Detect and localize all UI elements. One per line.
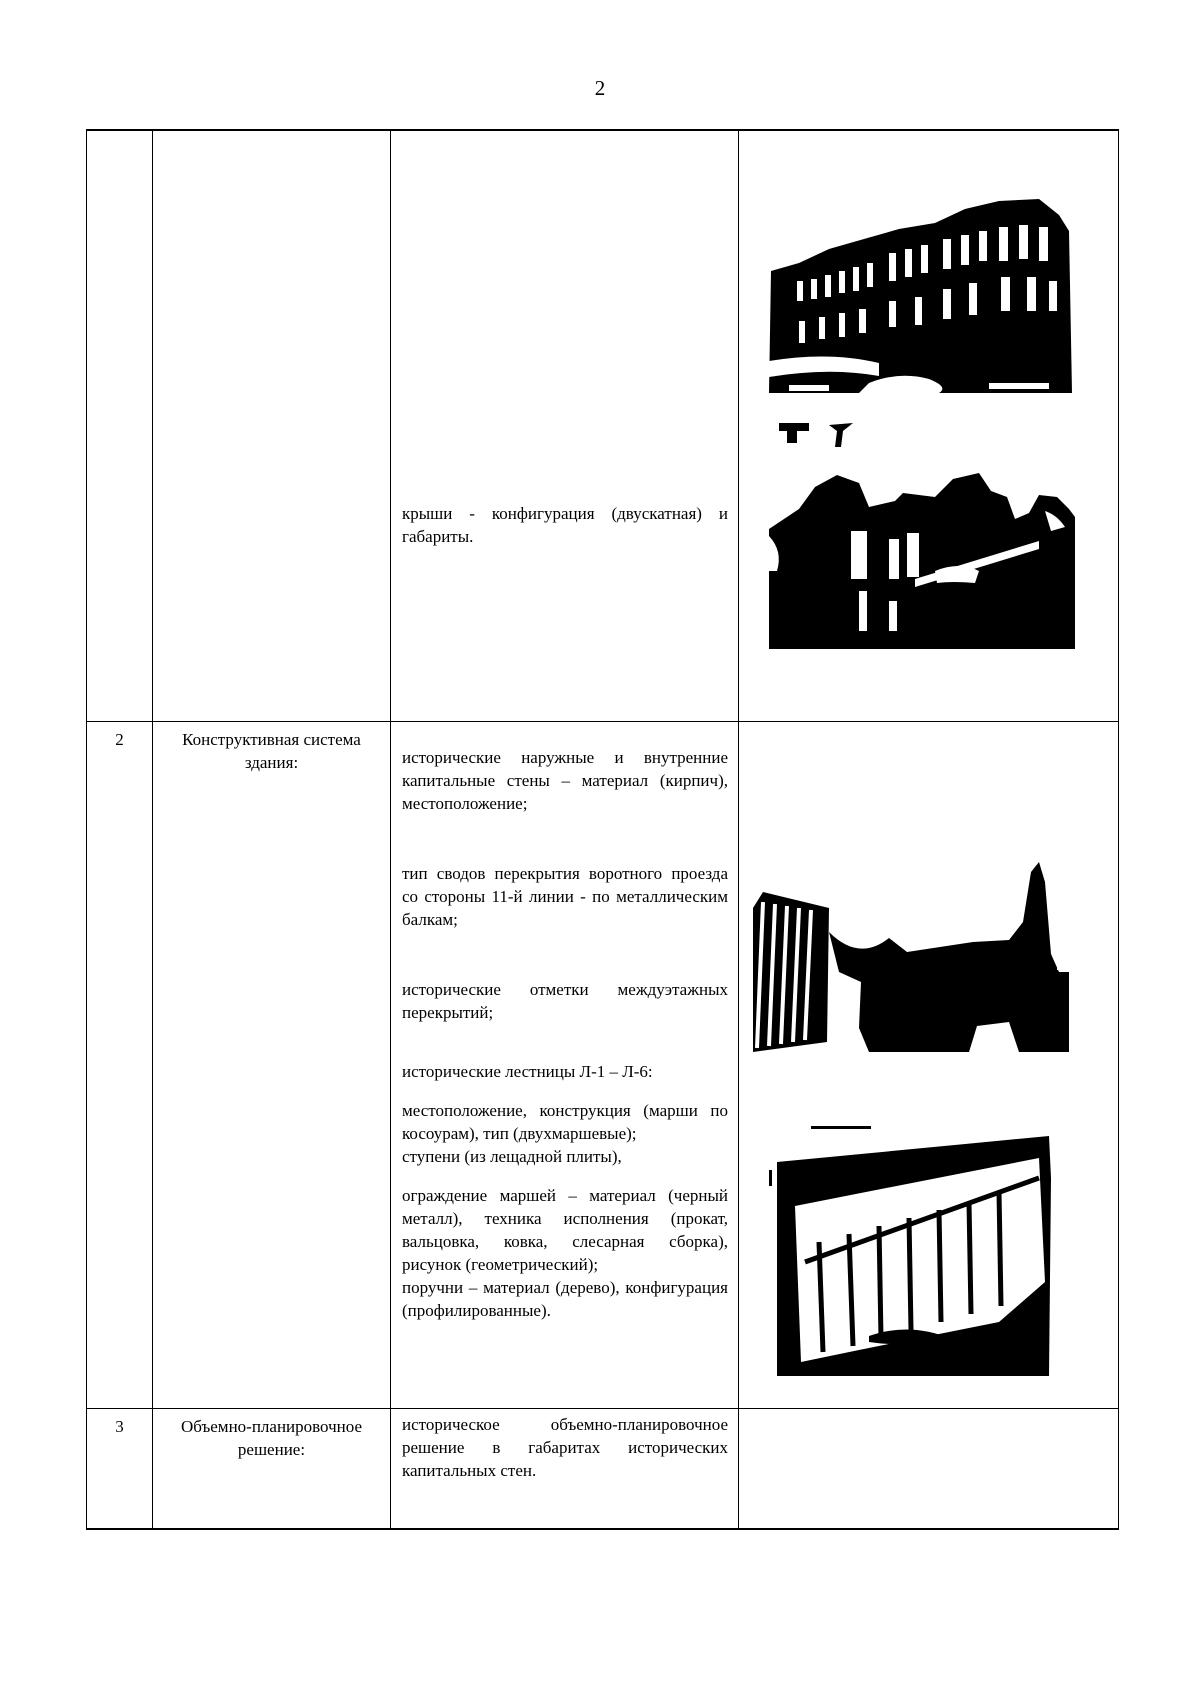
table-row <box>87 1409 1119 1529</box>
element-name-cell <box>153 130 391 722</box>
description-paragraph: местоположение, конструкция (марши по косоурам), тип (двухмаршевые); <box>402 1101 728 1143</box>
row-number-cell: 3 <box>87 1409 153 1529</box>
description-paragraph: поручни – материал (дерево), конфигурация (профилированные). <box>402 1278 728 1320</box>
description-paragraph: исторические наружные и внутренние капитальные стены – материал (кирпич), местоположение; <box>402 748 728 813</box>
element-description-cell <box>391 1409 739 1529</box>
element-name-cell: Конструктивная система здания: <box>153 722 391 1409</box>
description-paragraph: ступени (из лещадной плиты), <box>402 1147 622 1166</box>
row-number-cell <box>87 130 153 722</box>
element-description-cell <box>391 130 739 722</box>
row-number-cell: 2 <box>87 722 153 1409</box>
table-row <box>87 130 1119 722</box>
description-paragraph: исторические лестницы Л-1 – Л-6: <box>402 1062 653 1081</box>
element-name-cell: Объемно-планировочное решение: <box>153 1409 391 1529</box>
table-row <box>87 722 1119 1409</box>
description-paragraph: тип сводов перекрытия воротного проезда со стороны 11-й линии - по металлическим балкам; <box>402 864 728 929</box>
description-paragraph: исторические отметки междуэтажных перекрытий; <box>402 980 728 1022</box>
element-description-cell <box>391 722 739 1409</box>
gate-vault-beams-photo <box>739 722 1119 1408</box>
description-paragraph: ограждение маршей – материал (черный металл), техника исполнения (прокат, вальцовка, ковка, слесарная сборка), рисунок (геометрический); <box>402 1186 728 1274</box>
protected-elements-table <box>86 129 1119 1530</box>
photo-cell <box>739 130 1119 722</box>
facade-corner-photo <box>739 131 1119 721</box>
photo-cell <box>739 1409 1119 1529</box>
description-paragraph: крыши - конфигурация (двускатная) и габариты. <box>402 504 728 546</box>
page-number: 2 <box>594 76 606 100</box>
photo-cell <box>739 722 1119 1409</box>
description-paragraph: историческое объемно-планировочное решение в габаритах исторических капитальных стен. <box>402 1415 728 1480</box>
